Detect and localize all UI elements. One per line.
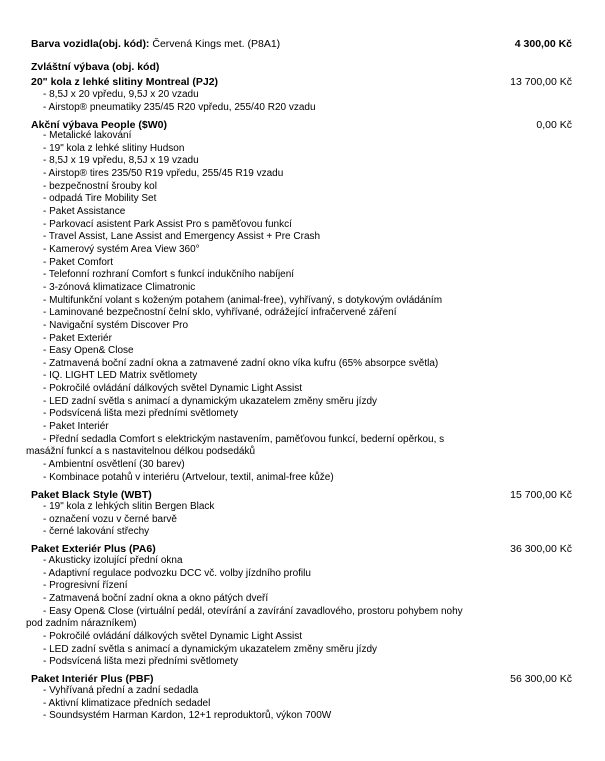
option-item: - LED zadní světla s animací a dynamickým ukazatelem změny směru jízdy <box>43 395 378 407</box>
option-item: - Akusticky izolující přední okna <box>43 555 183 566</box>
option-item: - 3-zónová klimatizace Climatronic <box>43 281 196 293</box>
option-item: - LED zadní světla s animací a dynamickým ukazatelem změny směru jízdy <box>43 643 378 655</box>
option-item: - Telefonní rozhraní Comfort s funkcí indukčního nabíjení <box>43 269 295 281</box>
option-item: - Aktivní klimatizace předních sedadel <box>43 697 211 709</box>
option-item: - Adaptivní regulace podvozku DCC vč. volby jízdního profilu <box>43 567 311 579</box>
option-item: - IQ. LIGHT LED Matrix světlomety <box>43 370 198 382</box>
option-item: - Parkovací asistent Park Assist Pro s paměťovou funkcí <box>43 218 292 230</box>
option-item: - 19" kola z lehké slitiny Hudson <box>43 142 185 154</box>
option-price: 56 300,00 Kč <box>510 673 572 685</box>
vehicle-color-value: Červená Kings met. (P8A1) <box>152 38 281 50</box>
option-item: - Kombinace potahů v interiéru (Artvelour, textil, animal-free kůže) <box>43 471 334 483</box>
option-item: - Přední sedadla Comfort s elektrickým nastavením, paměťovou funkcí, bederní opěrkou, s <box>43 433 445 445</box>
vehicle-color-label: Barva vozidla(obj. kód): <box>31 38 150 50</box>
option-item: - Multifunkční volant s koženým potahem (animal-free), vyhřívaný, s dotykovým ovládáním <box>43 294 443 306</box>
option-price: 36 300,00 Kč <box>510 543 572 555</box>
option-title: Akční výbava People ($W0) <box>31 119 167 131</box>
option-item: - odpadá Tire Mobility Set <box>43 193 157 205</box>
option-row <box>31 75 572 89</box>
option-item: - černé lakování střechy <box>43 526 150 538</box>
option-item: - Easy Open& Close (virtuální pedál, otevírání a zavírání zavadlového, prostoru pohybem nohy <box>43 605 463 617</box>
option-row <box>31 542 572 556</box>
option-price: 15 700,00 Kč <box>510 489 572 501</box>
vehicle-color-price: 4 300,00 Kč <box>514 38 572 50</box>
option-item: - Paket Interiér <box>43 421 109 433</box>
vehicle-color-row <box>31 37 572 51</box>
option-items-list <box>43 89 573 114</box>
option-item: - Kamerový systém Area View 360° <box>43 243 200 255</box>
option-item: - Podsvícená lišta mezi předními světlomety <box>43 656 239 668</box>
option-item: - Airstop® tires 235/50 R19 vpředu, 255/45 R19 vzadu <box>43 167 284 179</box>
option-title: 20" kola z lehké slitiny Montreal (PJ2) <box>31 76 219 88</box>
option-item-continuation: pod zadním nárazníkem) <box>26 618 137 630</box>
option-items-list <box>43 501 573 539</box>
option-item: - Ambientní osvětlení (30 barev) <box>43 459 185 471</box>
option-item: - Laminované bezpečnostní čelní sklo, vyhřívané, odrážející infračervené záření <box>43 307 397 319</box>
option-row <box>31 488 572 502</box>
option-item: - Pokročilé ovládání dálkových světel Dynamic Light Assist <box>43 630 303 642</box>
option-items-list <box>43 685 573 723</box>
option-title: Paket Black Style (WBT) <box>31 489 152 501</box>
option-price: 13 700,00 Kč <box>510 76 572 88</box>
option-item: - 8,5J x 19 vpředu, 8,5J x 19 vzadu <box>43 155 199 167</box>
option-item: - Paket Comfort <box>43 256 114 268</box>
option-item: - Paket Exteriér <box>43 332 112 344</box>
option-row <box>31 672 572 686</box>
option-item: - Vyhřívaná přední a zadní sedadla <box>43 685 199 696</box>
option-item: - 19" kola z lehkých slitin Bergen Black <box>43 501 215 512</box>
option-items-list <box>26 555 573 669</box>
option-item: - Pokročilé ovládání dálkových světel Dynamic Light Assist <box>43 383 303 395</box>
option-item: - Soundsystém Harman Kardon, 12+1 reproduktorů, výkon 700W <box>43 710 332 722</box>
option-item: - Airstop® pneumatiky 235/45 R20 vpředu, 255/40 R20 vzadu <box>43 101 316 113</box>
option-item: - Travel Assist, Lane Assist and Emergency Assist + Pre Crash <box>43 231 321 243</box>
option-item: - Zatmavená boční zadní okna a zatmavené zadní okno víka kufru (65% absorpce světla) <box>43 357 439 369</box>
option-item: - Metalické lakování <box>43 130 132 141</box>
option-title: Paket Interiér Plus (PBF) <box>31 673 154 685</box>
option-item-continuation: masážní funkcí a s nastavitelnou délkou podsedáků <box>26 446 256 458</box>
option-item: - Easy Open& Close <box>43 345 134 357</box>
option-items-list <box>26 130 573 484</box>
option-price: 0,00 Kč <box>536 119 572 131</box>
option-title: Paket Exteriér Plus (PA6) <box>31 543 156 555</box>
option-item: - označení vozu v černé barvě <box>43 513 177 525</box>
option-item: - Zatmavená boční zadní okna a okno pátých dveří <box>43 592 269 604</box>
option-item: - bezpečnostní šrouby kol <box>43 180 157 192</box>
option-item: - 8,5J x 20 vpředu, 9,5J x 20 vzadu <box>43 89 199 100</box>
option-item: - Podsvícená lišta mezi předními světlomety <box>43 408 239 420</box>
option-item: - Navigační systém Discover Pro <box>43 319 189 331</box>
option-item: - Paket Assistance <box>43 205 126 217</box>
special-equipment-heading: Zvláštní výbava (obj. kód) <box>31 61 160 73</box>
option-item: - Progresivní řízení <box>43 580 128 592</box>
